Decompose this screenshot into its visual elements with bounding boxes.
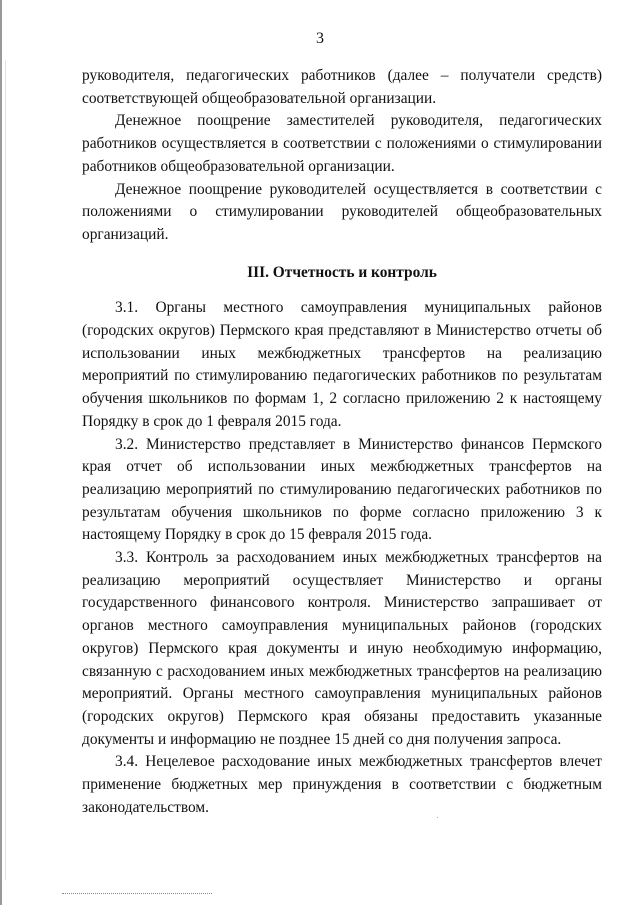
clause-3-4: 3.4. Нецелевое расходование иных межбюджетных трансфертов влечет применение бюджетных мер принуждения в соответствии с бюджетным законодательством. — [82, 753, 602, 816]
clause-3-3: 3.3. Контроль за расходованием иных межбюджетных трансфертов на реализацию мероприятий осуществляет Министерство и органы государственного финансового контроля. Министерство запрашивает от органов местного самоуправления муниципальных районов (городских округов) Пермского края документы и иную необходимую информацию, связанную с расходованием иных межбюджетных трансфертов на реализацию мероприятий. Органы местного самоуправления муниципальных районов (городских округов) Пермского края обязаны предоставить указанные документы и информацию не позднее 15 дней со дня получения запроса. — [82, 549, 602, 748]
document-body — [82, 65, 602, 820]
clause-3-2: 3.2. Министерство представляет в Министерство финансов Пермского края отчет об использовании иных межбюджетных трансфертов на реализацию мероприятий по стимулированию педагогических работников по результатам обучения школьников по форме согласно приложению 3 к настоящему Порядку в срок до 15 февраля 2015 года. — [82, 435, 602, 544]
scan-left-edge — [0, 0, 2, 905]
paragraph-continuation: руководителя, педагогических работников (далее – получатели средств) соответствующей общеобразовательной организации. — [82, 67, 602, 107]
scan-speck — [437, 817, 438, 818]
scan-bottom-artifact — [62, 893, 212, 896]
scan-margin-line — [5, 60, 6, 880]
page-number: 3 — [316, 30, 324, 47]
section-heading: III. Отчетность и контроль — [247, 263, 437, 281]
paragraph-deputy-reward: Денежное поощрение заместителей руководителя, педагогических работников осуществляется в соответствии с положениями о стимулировании работников общеобразовательной организации. — [82, 112, 602, 175]
clause-3-1: 3.1. Органы местного самоуправления муниципальных районов (городских округов) Пермского края представляют в Министерство отчеты об использовании иных межбюджетных трансфертов на реализацию мероприятий по стимулированию педагогических работников по результатам обучения школьников по формам 1, 2 согласно приложению 2 к настоящему Порядку в срок до 1 февраля 2015 года. — [82, 299, 602, 430]
paragraph-head-reward: Денежное поощрение руководителей осуществляется в соответствии с положениями о стимулировании руководителей общеобразовательных организаций. — [82, 180, 602, 243]
